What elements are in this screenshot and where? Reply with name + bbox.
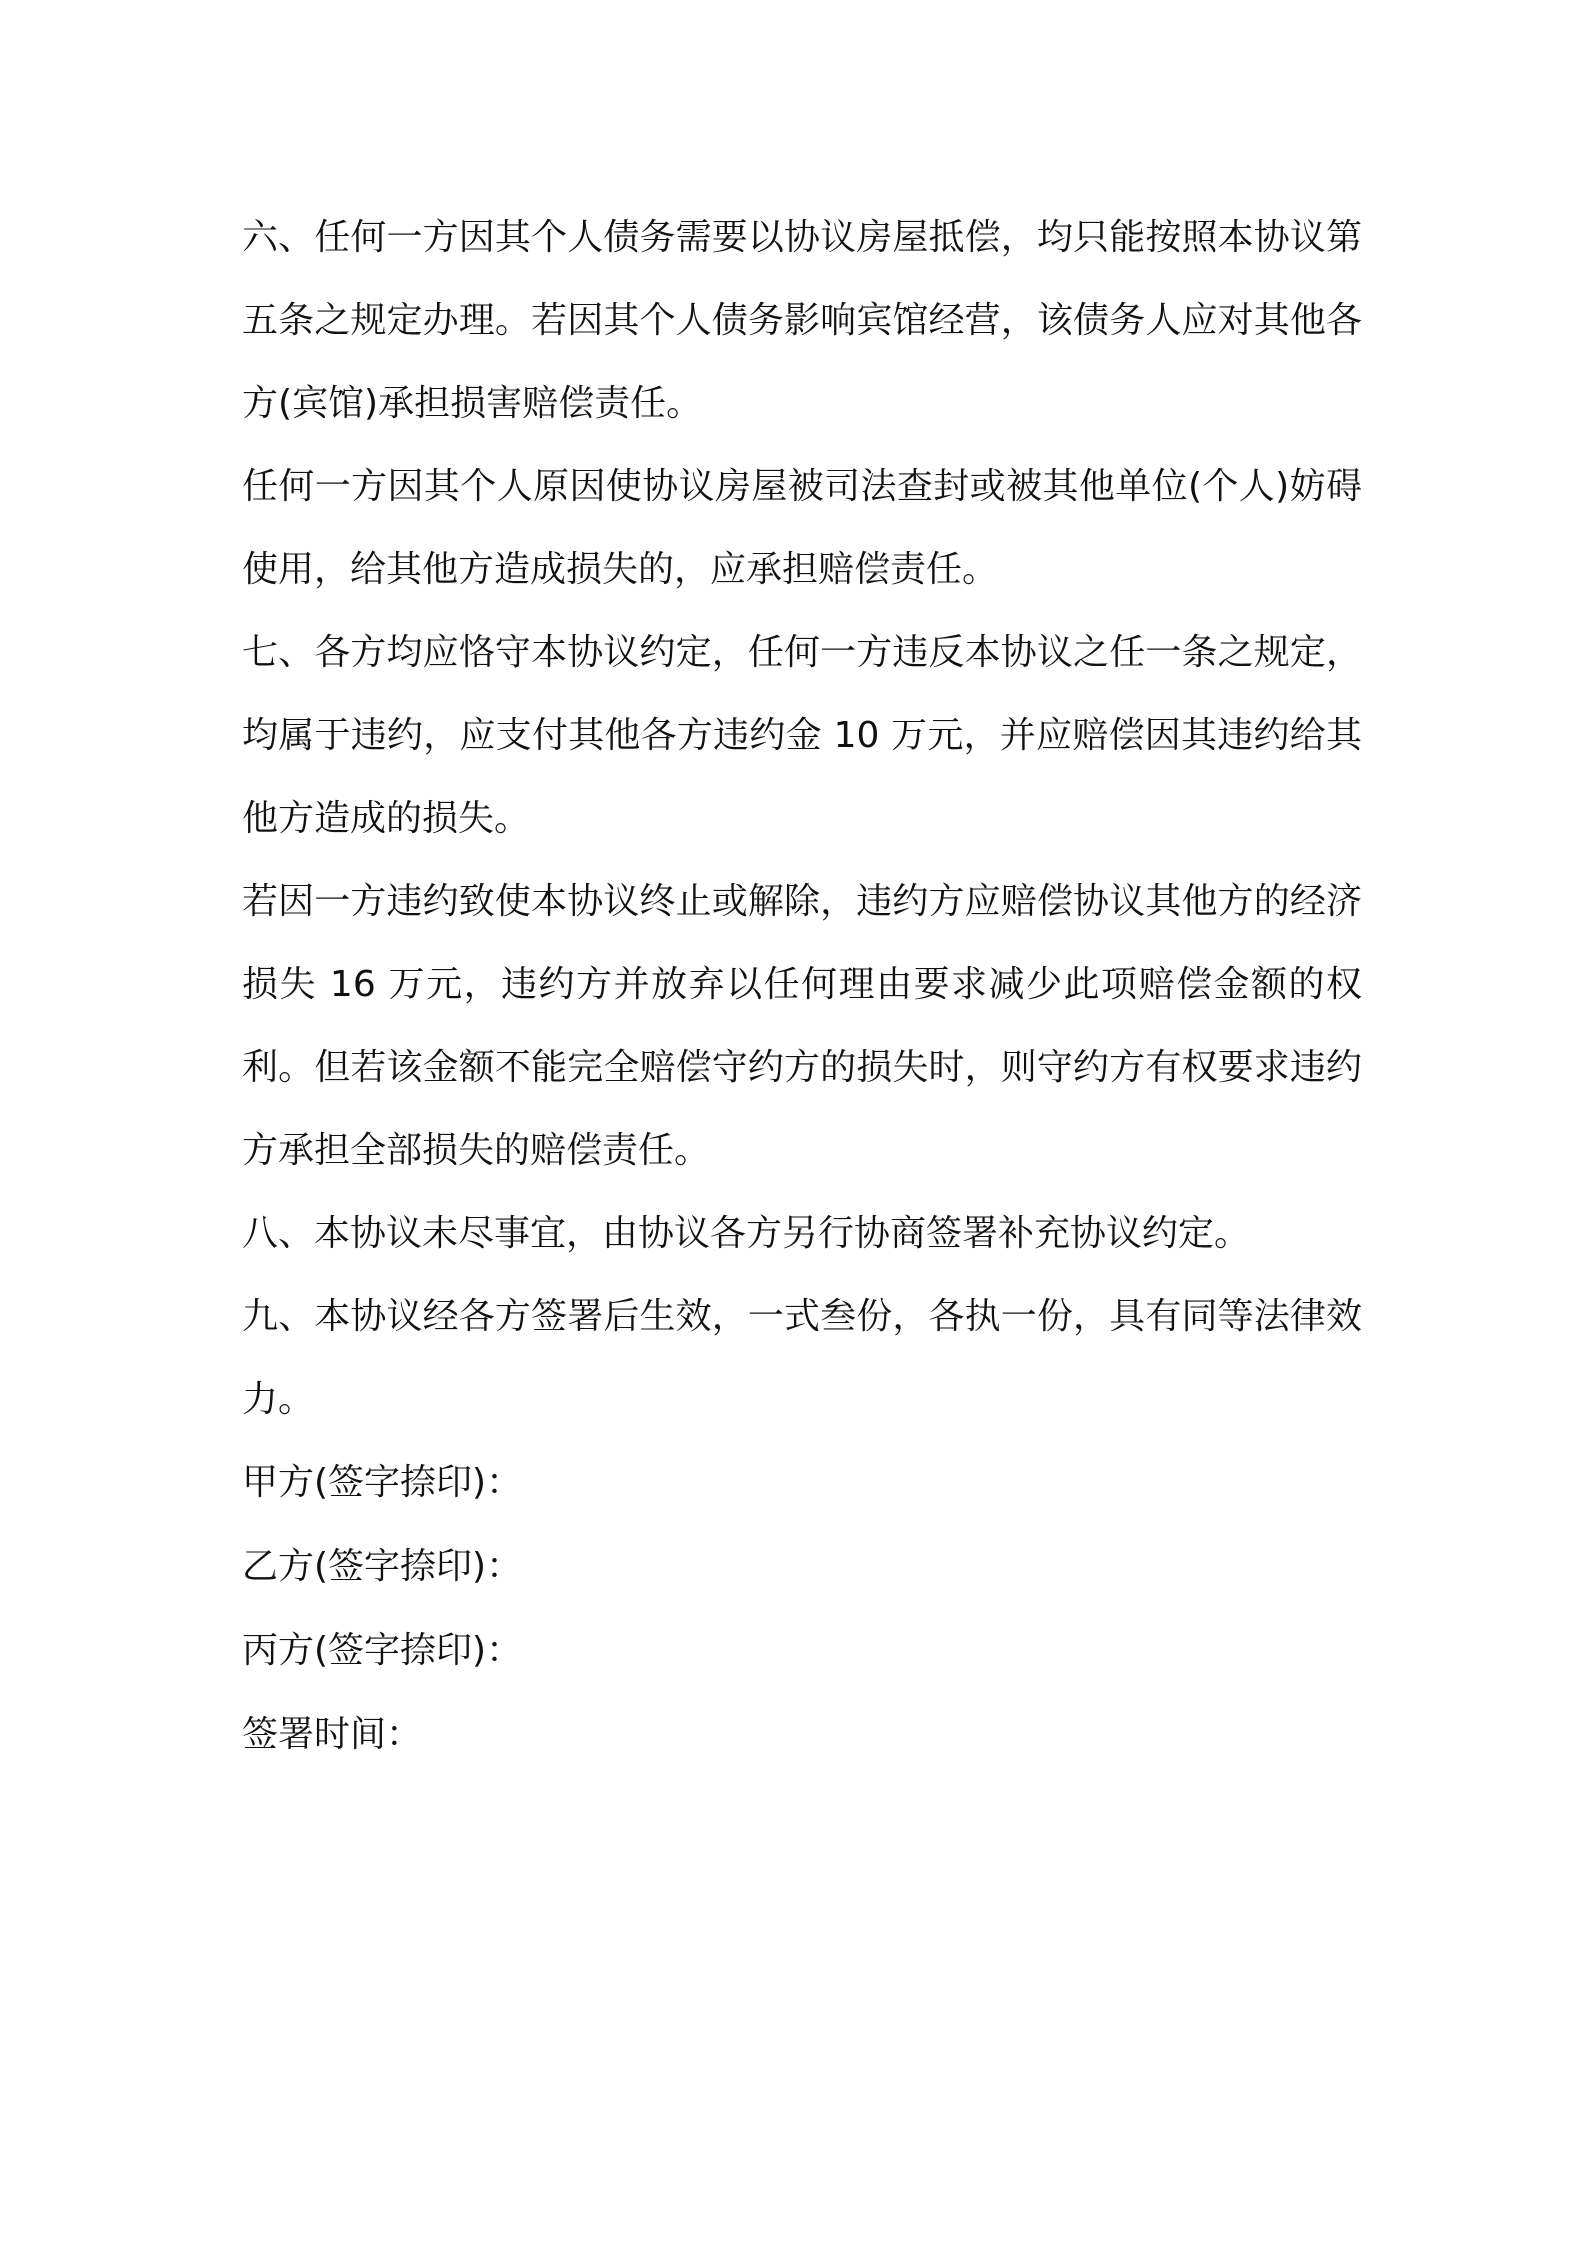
sign-date-line: 签署时间：	[242, 1714, 423, 1755]
document-body	[242, 196, 1362, 1777]
clause-seven-paragraph: 七、各方均应恪守本协议约定，任何一方违反本协议之任一条之规定，均属于违约，应支付其他各方违约金 10 万元，并应赔偿因其违约给其他方造成的损失。	[242, 632, 1362, 839]
clause-seven-supplement-paragraph: 若因一方违约致使本协议终止或解除，违约方应赔偿协议其他方的经济损失 16 万元，违约方并放弃以任何理由要求减少此项赔偿金额的权利。但若该金额不能完全赔偿守约方的损失时，则守约方有权要求违约方承担全部损失的赔偿责任。	[242, 881, 1362, 1171]
party-b-signature-line: 乙方(签字捺印)：	[242, 1546, 523, 1587]
clause-six-supplement-paragraph: 任何一方因其个人原因使协议房屋被司法查封或被其他单位(个人)妨碍使用，给其他方造成损失的，应承担赔偿责任。	[242, 466, 1362, 590]
clause-six-paragraph: 六、任何一方因其个人债务需要以协议房屋抵偿，均只能按照本协议第五条之规定办理。若因其个人债务影响宾馆经营，该债务人应对其他各方(宾馆)承担损害赔偿责任。	[242, 217, 1362, 424]
clause-nine-paragraph: 九、本协议经各方签署后生效，一式叁份，各执一份，具有同等法律效力。	[242, 1296, 1362, 1420]
party-c-signature-line: 丙方(签字捺印)：	[242, 1630, 523, 1671]
party-a-signature-line: 甲方(签字捺印)：	[242, 1462, 523, 1503]
clause-eight-paragraph: 八、本协议未尽事宜，由协议各方另行协商签署补充协议约定。	[242, 1213, 1251, 1254]
